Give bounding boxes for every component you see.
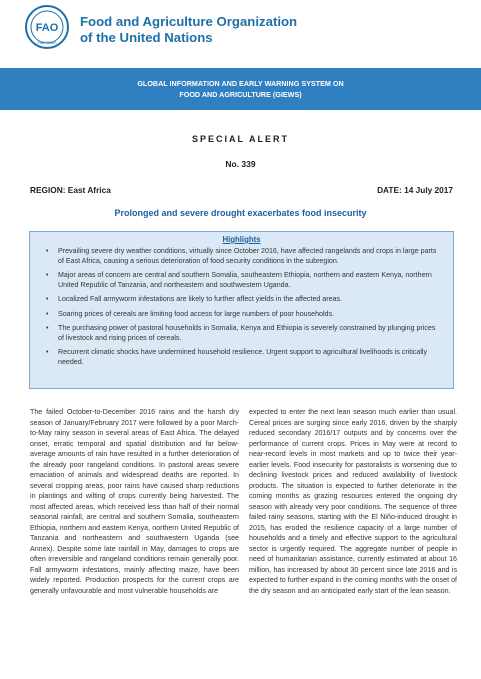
- list-item: • Major areas of concern are central and southern Somalia, southeastern Ethiopia, northern and eastern Kenya, northern United Republic of Tanzania, and northeastern and southwestern Uganda.: [46, 271, 432, 289]
- giews-banner: [0, 68, 481, 110]
- highlights-list: [30, 247, 453, 367]
- body-column-left: The failed October-to-December 2016 rains and the harsh dry season of January/February 2017 were followed by a poor March-to-May rainy season in several areas of East Africa. The delayed onset, erratic temporal and spatial distribution and far below-average amounts of rain have resulted in a further deterioration of the already poor rangeland conditions. In pastoral areas severe emaciation of animals and widespread deaths are reported. In several cropping areas, poor rains have caused sharp reductions in plantings and wilting of crops currently being harvested. The most affected areas, which received less than half of their normal seasonal rainfall, are central and southern Somalia, southeastern Ethiopia, northern and eastern Kenya, northern United Republic of Tanzania and northeastern and southwestern Uganda (see Annex). Despite some late rainfall in May, damages to crops are often irreversible and rangeland conditions remain generally poor. Fall armyworm infestations, mainly affecting maize, have been widely reported. Production prospects for the current crops are generally unfavourable and most vulnerable households are: [30, 408, 239, 595]
- logo-motto: FIAT PANIS: [37, 41, 57, 45]
- body-column-right: expected to enter the next lean season much earlier than usual. Cereal prices are surging since early 2016, driven by the sharply reduced secondary 2016/17 outputs and by concerns over the performance of current crops. Prices in May were at record to near-record levels in most markets and up to twice their year-earlier levels. Food insecurity for pastoralists is worsening due to declining livestock prices and reduced availability of livestock products. The situation is expected to further deteriorate in the coming months as grazing resources entered the ongoing dry season with already very poor conditions. The sequence of three failed rainy seasons, starting with the El Niño-induced drought in 2015, has eroded the resilience capacity of a large number of households and a timely and effective support to the agricultural sector is urgently required. The aggregate number of people in need of humanitarian assistance, currently estimated at about 16 million, has increased by about 30 percent since late 2016 and is expected to further expand in the coming months with the onset of the dry season and an anticipated early start of the lean season.: [249, 408, 457, 595]
- list-item: • Recurrent climatic shocks have undermined household resilience. Urgent support to agricultural livelihoods is critically needed.: [46, 348, 428, 366]
- alert-date: DATE: 14 July 2017: [377, 185, 453, 195]
- logo-letters: FAO: [35, 22, 59, 34]
- alert-title: SPECIAL ALERT: [191, 134, 289, 144]
- list-item: • Soaring prices of cereals are limiting food access for large numbers of poor households.: [46, 309, 335, 318]
- alert-headline: Prolonged and severe drought exacerbates food insecurity: [114, 208, 367, 218]
- bullet-icon: •: [46, 247, 49, 255]
- highlights-box: [29, 231, 454, 389]
- list-item: • Prevailing severe dry weather conditions, virtually since October 2016, have affected rangelands and crops in large parts of East Africa, causing a serious deterioration of food security conditions in the subregion.: [46, 247, 437, 265]
- org-name-line2: of the United Nations: [80, 30, 213, 45]
- highlights-title: Highlights: [222, 235, 261, 244]
- banner-line2: FOOD AND AGRICULTURE (GIEWS): [179, 90, 302, 99]
- bullet-icon: •: [46, 271, 49, 279]
- bullet-icon: •: [46, 295, 49, 303]
- fao-logo-icon: [24, 4, 70, 50]
- bullet-icon: •: [46, 324, 49, 332]
- bullet-icon: •: [46, 309, 49, 318]
- bullet-icon: •: [46, 348, 49, 356]
- alert-region: REGION: East Africa: [30, 185, 111, 195]
- org-name: [80, 14, 297, 46]
- list-item: • The purchasing power of pastoral households in Somalia, Kenya and Ethiopia is severely constrained by plunging prices of livestock and rising prices of cereals.: [46, 324, 436, 342]
- header: [24, 4, 464, 50]
- alert-number: No. 339: [225, 159, 256, 169]
- banner-line1: GLOBAL INFORMATION AND EARLY WARNING SYSTEM ON: [137, 79, 344, 88]
- org-name-line1: Food and Agriculture Organization: [80, 14, 298, 29]
- list-item: • Localized Fall armyworm infestations are likely to further affect yields in the affected areas.: [46, 295, 343, 303]
